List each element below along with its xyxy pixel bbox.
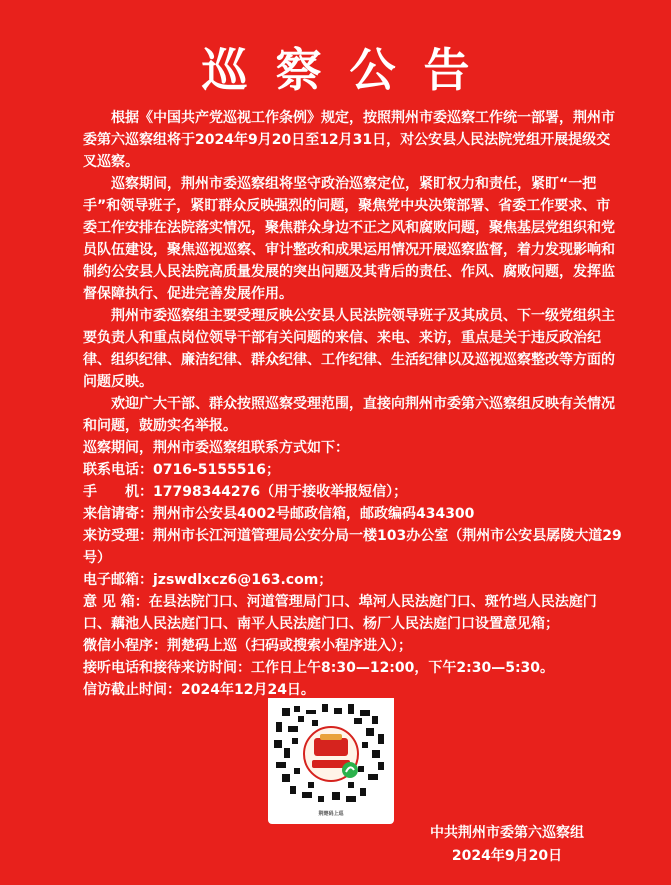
contact-suggestion-box bbox=[83, 591, 623, 635]
contact-visit-label: 来访受理： bbox=[83, 528, 153, 544]
contact-mini-label: 微信小程序： bbox=[83, 638, 167, 654]
paragraph-basis: 根据《中国共产党巡视工作条例》规定，按照荆州市委巡察工作统一部署，荆州市委第六巡察组将于2024年9月20日至12月31日，对公安县人民法院党组开展提级交叉巡察。 bbox=[83, 110, 615, 170]
contact-mail-label: 来信请寄： bbox=[83, 506, 153, 522]
contact-email-value: jzswdlxcz6@163.com； bbox=[153, 572, 333, 588]
contact-mini-program bbox=[83, 635, 623, 657]
page-title: 巡察公告 bbox=[201, 43, 498, 97]
contact-phone-value: 0716-5155516； bbox=[153, 462, 280, 478]
contact-box-value: 在县法院门口、河道管理局门口、埠河人民法庭门口、斑竹垱人民法庭门口、藕池人民法庭门口、南平人民法庭门口、杨厂人民法庭门口设置意见箱； bbox=[83, 594, 597, 632]
contact-mail-value: 荆州市公安县4002号邮政信箱，邮政编码434300 bbox=[153, 506, 475, 522]
signature-date: 2024年9月20日 bbox=[451, 848, 563, 864]
contact-phone bbox=[83, 459, 623, 481]
contact-email bbox=[83, 569, 623, 591]
contact-box-label: 意 见 箱： bbox=[83, 594, 149, 610]
contact-visit-value: 荆州市长江河道管理局公安分局一楼103办公室（荆州市公安县孱陵大道29号） bbox=[83, 528, 622, 566]
contact-mobile bbox=[83, 481, 623, 503]
paragraph-scope: 荆州市委巡察组主要受理反映公安县人民法院领导班子及其成员、下一级党组织主要负责人和重点岗位领导干部有关问题的来信、来电、来访，重点是关于违反政治纪律、组织纪律、廉洁纪律、群众纪律、工作纪律、生活纪律以及巡视巡察整改等方面的问题反映。 bbox=[83, 308, 615, 390]
contact-phone-label: 联系电话： bbox=[83, 462, 153, 478]
contact-mobile-label: 手 机： bbox=[83, 484, 153, 500]
contact-mini-value: 荆楚码上巡（扫码或搜索小程序进入）； bbox=[167, 638, 412, 654]
contact-mail bbox=[83, 503, 623, 525]
mini-program-qr-code[interactable] bbox=[268, 698, 394, 824]
contact-mobile-value: 17798344276（用于接收举报短信）； bbox=[153, 484, 408, 500]
paragraph-contact-intro: 巡察期间，荆州市委巡察组联系方式如下： bbox=[83, 440, 349, 456]
notice-body bbox=[83, 107, 623, 701]
paragraph-welcome: 欢迎广大干部、群众按照巡察受理范围，直接向荆州市委第六巡察组反映有关情况和问题，鼓励实名举报。 bbox=[83, 396, 615, 434]
contact-deadline-value: 2024年12月24日。 bbox=[181, 682, 315, 698]
contact-hours bbox=[83, 657, 623, 679]
qr-pattern-icon bbox=[268, 698, 394, 810]
contact-deadline-label: 信访截止时间： bbox=[83, 682, 181, 698]
signature-org: 中共荆州市委第六巡察组 bbox=[430, 825, 584, 841]
contact-email-label: 电子邮箱： bbox=[83, 572, 153, 588]
contact-hours-value: 工作日上午8:30—12:00，下午2:30—5:30。 bbox=[251, 660, 555, 676]
paragraph-focus: 巡察期间，荆州市委巡察组将坚守政治巡察定位，紧盯权力和责任，紧盯“一把手”和领导班子，紧盯群众反映强烈的问题，聚焦党中央决策部署、省委工作要求、市委工作安排在法院落实情况，聚焦群众身边不正之风和腐败问题，聚焦基层党组织和党员队伍建设，聚焦巡视巡察、审计整改和成果运用情况开展巡察监督，着力发现影响和制约公安县人民法院高质量发展的突出问题及其背后的责任、作风、腐败问题，发挥监督保障执行、促进完善发展作用。 bbox=[83, 176, 615, 302]
qr-caption: 荆楚码上巡 bbox=[318, 811, 344, 817]
contact-visit bbox=[83, 525, 623, 569]
signature-block bbox=[412, 822, 602, 868]
contact-hours-label: 接听电话和接待来访时间： bbox=[83, 660, 251, 676]
